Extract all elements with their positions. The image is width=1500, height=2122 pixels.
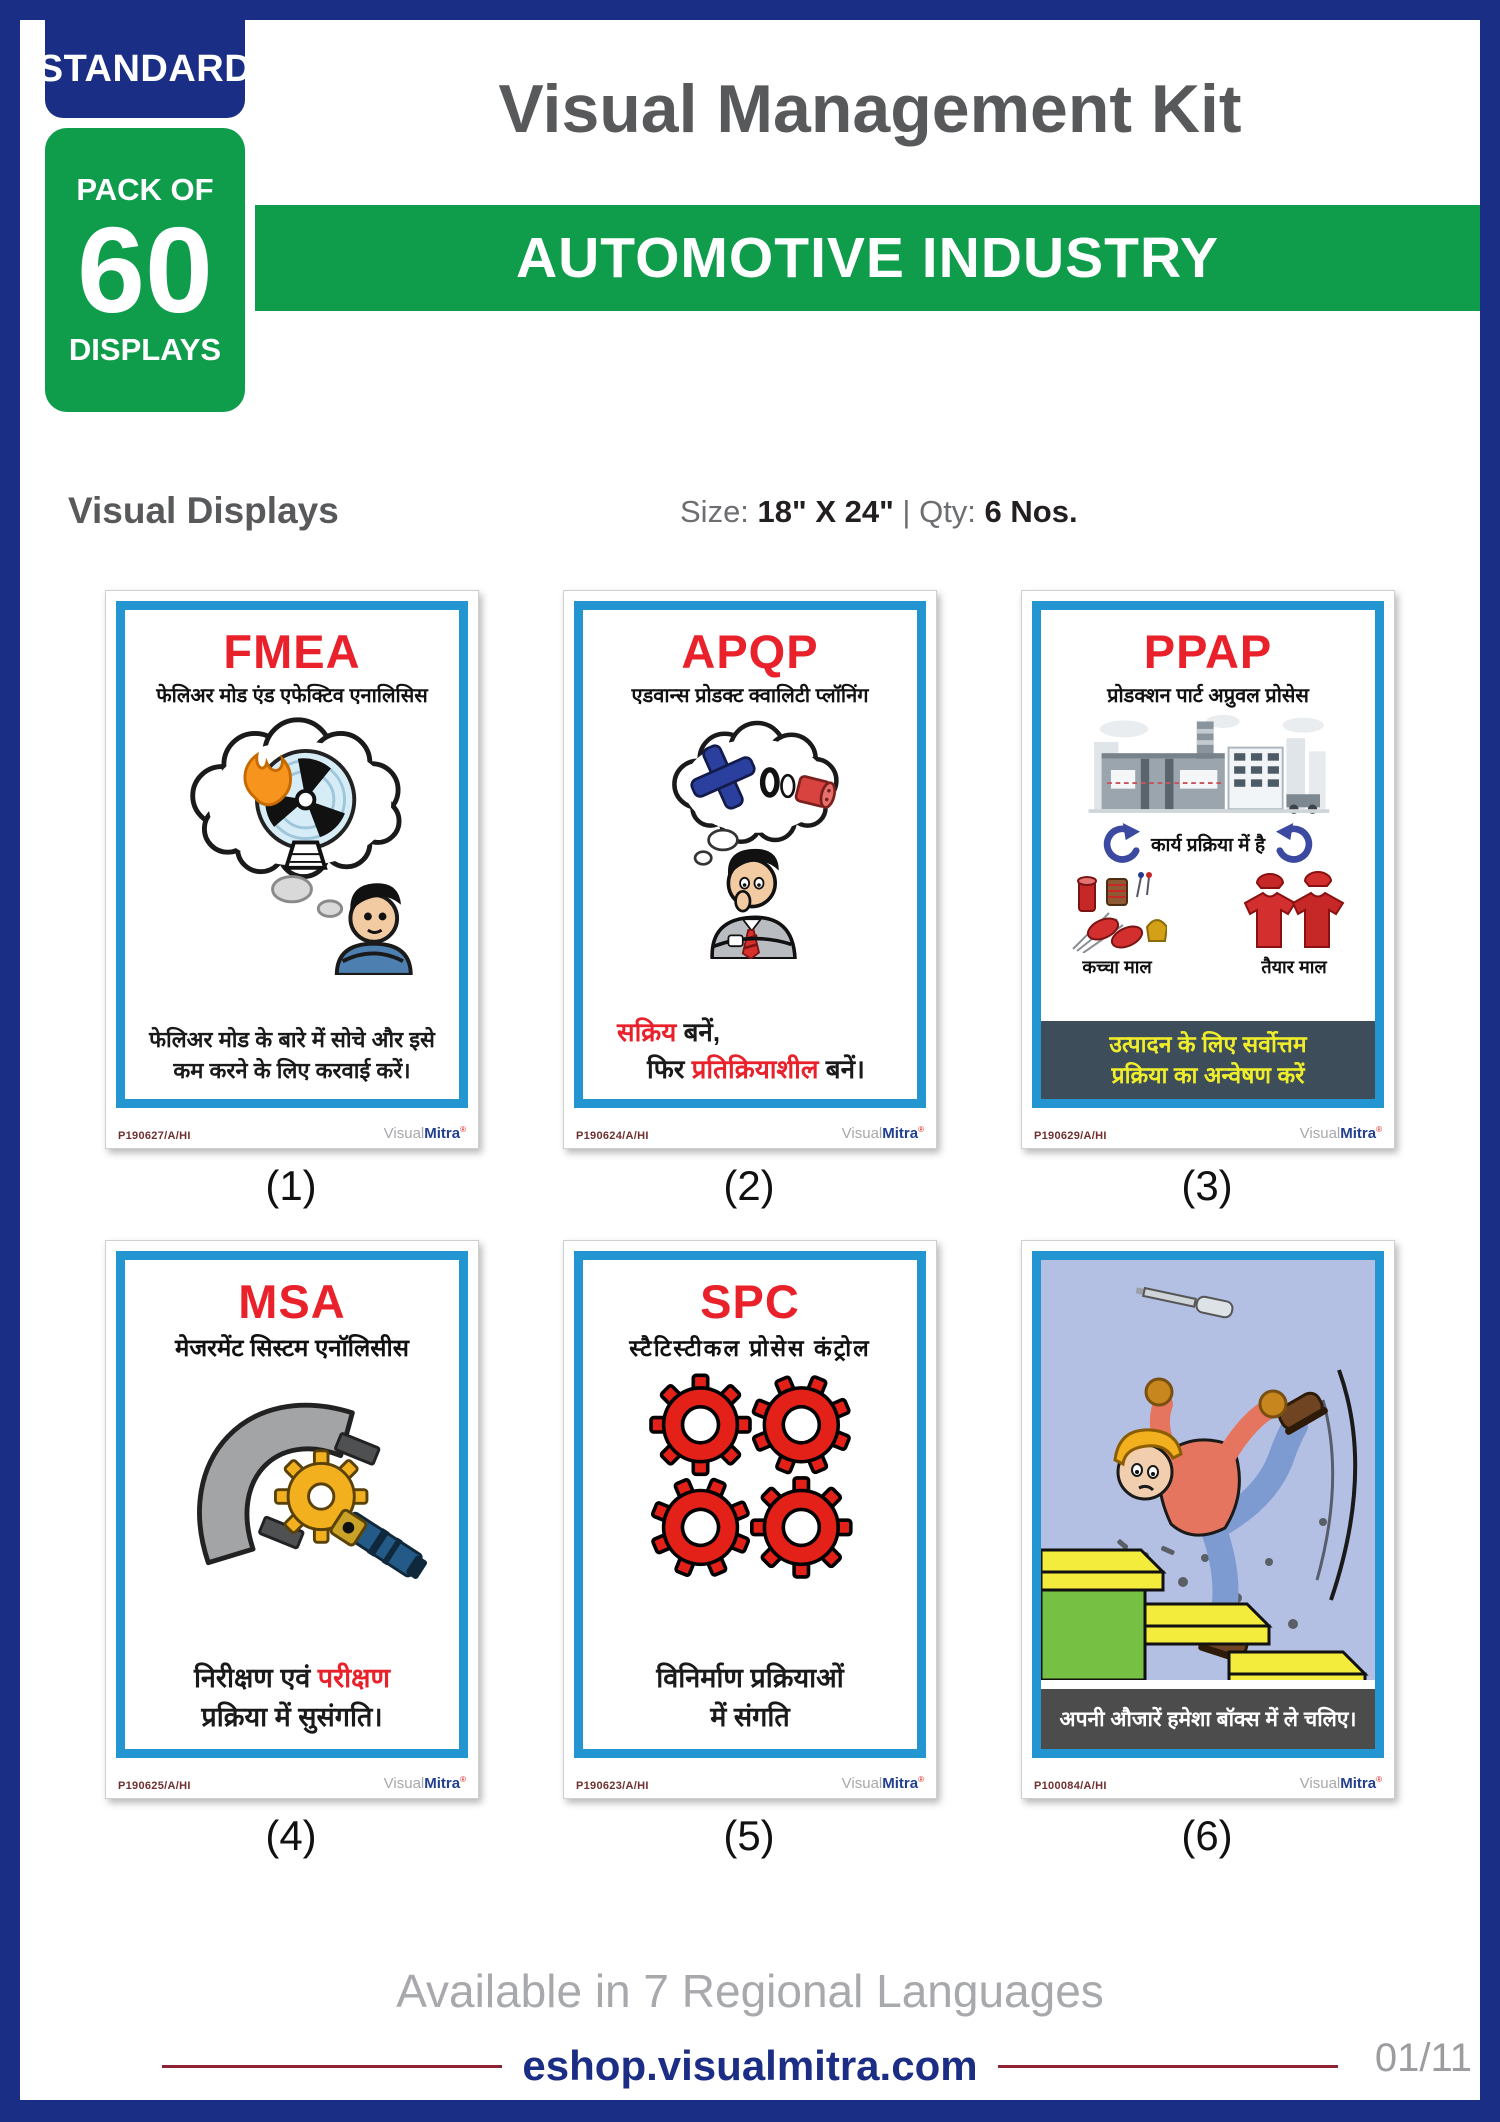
poster-code: P190623/A/HI: [576, 1780, 649, 1792]
poster-caption: [133, 1025, 451, 1087]
size-qty-line: [680, 494, 1078, 530]
poster-code: P190625/A/HI: [118, 1780, 191, 1792]
poster-spc: [563, 1240, 937, 1799]
poster-meta: [118, 1118, 466, 1142]
poster-caption: सक्रिय बनें, फिर प्रतिक्रियाशील बनें।: [617, 1017, 865, 1084]
size-value: 18" X 24": [757, 494, 894, 529]
footer-rule-left: [162, 2065, 502, 2068]
divider: |: [893, 494, 920, 529]
caption-line1: फेलिअर मोड के बारे में सोचे और इसे: [149, 1027, 435, 1053]
website-link[interactable]: eshop.visualmitra.com: [522, 2042, 978, 2089]
section-heading: Visual Displays: [68, 490, 339, 531]
standard-badge: [37, 20, 253, 118]
cycle-arrow-left-icon: [1097, 821, 1141, 867]
page-border-right: [1480, 0, 1500, 2122]
cycle-arrow-right-icon: [1275, 821, 1319, 867]
poster-number-2: (2): [723, 1162, 775, 1209]
fmea-burning-fan-thinking-man-illustration: [146, 714, 438, 975]
poster-title: APQP: [681, 625, 819, 678]
languages-note: Available in 7 Regional Languages: [396, 1965, 1104, 2017]
poster-code: P190624/A/HI: [576, 1130, 649, 1142]
pack-of-60-badge: [45, 128, 245, 412]
poster-title: SPC: [700, 1275, 800, 1328]
poster-msa: [105, 1240, 479, 1799]
industry-banner: [255, 205, 1480, 311]
poster-number-3: (3): [1181, 1162, 1233, 1209]
poster-subtitle: एडवान्स प्रोडक्ट क्वालिटी प्लॉनिंग: [631, 685, 869, 707]
caption-line2: प्रक्रिया में सुसंगति।: [201, 1701, 383, 1732]
caption-line2: में संगति: [710, 1701, 790, 1732]
footer-rule-right: [998, 2065, 1338, 2068]
poster-meta: [1034, 1768, 1382, 1792]
poster-frame: [116, 1251, 468, 1758]
pack-of-label: PACK OF: [76, 171, 214, 207]
poster-caption: [591, 1659, 909, 1737]
poster-meta: [576, 1768, 924, 1792]
industry-banner-label: AUTOMOTIVE INDUSTRY: [515, 226, 1220, 290]
poster-subtitle: प्रोडक्शन पार्ट अप्रुवल प्रोसेस: [1107, 685, 1309, 707]
poster-number-4: (4): [265, 1812, 317, 1859]
page-border-top: [0, 0, 1500, 20]
visualmitra-logo: VisualMitra®: [1299, 1125, 1382, 1142]
poster-number-1: (1): [265, 1162, 317, 1209]
finished-goods: [1239, 869, 1349, 979]
page-border-left: [0, 0, 20, 2122]
poster-subtitle: स्टैटिस्टीकल प्रोसेस कंट्रोल: [629, 1335, 871, 1361]
raw-material-thread-spools-icon: [1067, 869, 1167, 953]
qty-label: Qty:: [919, 494, 985, 529]
visualmitra-logo: VisualMitra®: [1299, 1775, 1382, 1792]
poster-meta: [576, 1118, 924, 1142]
caption-line1: विनिर्माण प्रक्रियाओं: [656, 1662, 844, 1693]
poster-carry-tools-in-box: [1021, 1240, 1395, 1799]
displays-label: DISPLAYS: [68, 332, 222, 368]
page-title: Visual Management Kit: [498, 71, 1242, 147]
poster-message-band: अपनी औजारें हमेशा बॉक्स में ले चलिए।: [1041, 1689, 1375, 1749]
pack-count: 60: [77, 201, 213, 338]
micrometer-gear-illustration: [146, 1370, 438, 1594]
materials-row: [1041, 869, 1375, 979]
apqp-thinking-man-part-illustration: [615, 714, 885, 959]
process-label: कार्य प्रक्रिया में है: [1150, 834, 1266, 856]
finished-goods-tshirts-icon: [1239, 869, 1349, 953]
poster-code: P190627/A/HI: [118, 1130, 191, 1142]
poster-frame: [116, 601, 468, 1108]
visualmitra-logo: VisualMitra®: [841, 1125, 924, 1142]
poster-frame: [574, 1251, 926, 1758]
standard-badge-label: STANDARD: [37, 47, 253, 90]
poster-subtitle: मेजरमेंट सिस्टम एनॉलिसीस: [175, 1335, 409, 1362]
four-red-gears-illustration: [624, 1369, 876, 1583]
process-row: [1041, 821, 1375, 867]
visualmitra-logo: VisualMitra®: [383, 1775, 466, 1792]
caption-line2: कम करने के लिए करवाई करें।: [173, 1058, 411, 1084]
poster-number-6: (6): [1181, 1812, 1233, 1859]
poster-number-5: (5): [723, 1812, 775, 1859]
poster-meta: [1034, 1118, 1382, 1142]
poster-title: FMEA: [223, 625, 361, 678]
page-number: 01/11: [1374, 2036, 1472, 2080]
caption-line2: फिर प्रतिक्रियाशील बनें।: [647, 1053, 865, 1084]
poster-code: P190629/A/HI: [1034, 1130, 1107, 1142]
footer-site-row: [120, 2042, 1380, 2090]
caption-red: सक्रिय: [617, 1017, 677, 1048]
page-border-bottom: [0, 2100, 1500, 2122]
poster-frame: [1032, 601, 1384, 1108]
poster-frame: [574, 601, 926, 1108]
raw-material-label: कच्चा माल: [1082, 956, 1152, 977]
poster-meta: [118, 1768, 466, 1792]
visualmitra-logo: VisualMitra®: [383, 1125, 466, 1142]
poster-apqp: [563, 590, 937, 1149]
poster-subtitle: फेलिअर मोड एंड एफेक्टिव एनालिसिस: [156, 685, 428, 707]
poster-fmea: [105, 590, 479, 1149]
band-line2: प्रक्रिया का अन्वेषण करें: [1111, 1062, 1305, 1088]
poster-ppap: [1021, 590, 1395, 1149]
band-line1: उत्पादन के लिए सर्वोत्तम: [1109, 1030, 1307, 1057]
poster-message-band: [1041, 1021, 1375, 1099]
finished-goods-label: तैयार माल: [1261, 956, 1327, 977]
poster-title: PPAP: [1143, 625, 1273, 678]
raw-material: [1067, 869, 1167, 979]
size-label: Size:: [680, 494, 758, 529]
visualmitra-logo: VisualMitra®: [841, 1775, 924, 1792]
poster-frame: [1032, 1251, 1384, 1758]
poster-code: P100084/A/HI: [1034, 1780, 1107, 1792]
qty-value: 6 Nos.: [984, 494, 1078, 529]
poster-caption: निरीक्षण एवं परीक्षण प्रक्रिया में सुसंगति।: [193, 1662, 391, 1732]
factory-illustration: [1068, 714, 1348, 819]
poster-title: MSA: [238, 1275, 346, 1328]
falling-worker-stairs-illustration: [1041, 1260, 1377, 1680]
